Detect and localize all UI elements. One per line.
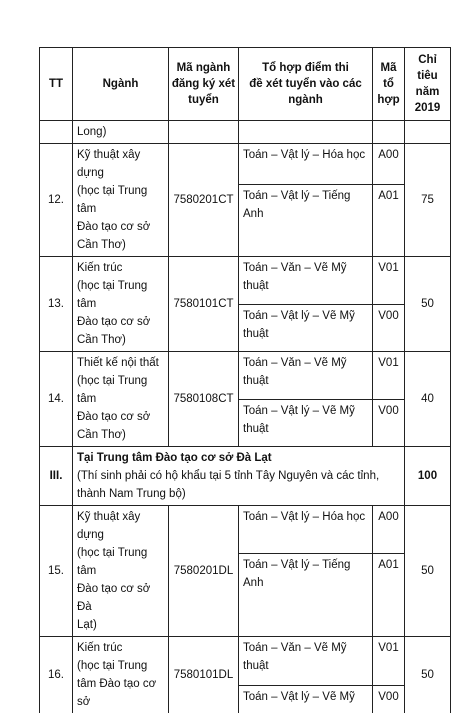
program-code: 7580101CT <box>169 257 239 352</box>
program-note-line: (học tại Trung <box>77 657 164 675</box>
combo-code: A00 <box>373 144 405 185</box>
program-code: 7580201CT <box>169 144 239 257</box>
combo-code: V01 <box>373 257 405 305</box>
continuation-text: Long) <box>73 121 169 144</box>
row-number: 13. <box>40 257 73 352</box>
program-note-line: Đào tạo cơ sở <box>77 313 164 331</box>
combo-text: Toán – Vật lý – Vẽ Mỹ <box>239 686 373 713</box>
combo-code: V01 <box>373 352 405 400</box>
table-row <box>40 352 451 400</box>
row-number: 14. <box>40 352 73 447</box>
program-code: 7580201DL <box>169 506 239 637</box>
header-row <box>40 48 451 121</box>
section-number: III. <box>40 447 73 506</box>
combo-code: V00 <box>373 304 405 352</box>
quota: 50 <box>405 257 451 352</box>
table-row <box>40 144 451 185</box>
combo-text: Toán – Vật lý – Hóa học <box>239 506 373 554</box>
program-name: Kiến trúc <box>77 259 164 277</box>
program-cell <box>73 637 169 713</box>
combo-text: Toán – Vật lý – Vẽ Mỹ thuật <box>239 304 373 352</box>
program-note-line: (học tại Trung tâm <box>77 277 164 313</box>
program-note-line: Cần Thơ) <box>77 236 164 254</box>
combo-text: Toán – Văn – Vẽ Mỹ thuật <box>239 637 373 686</box>
row-number: 12. <box>40 144 73 257</box>
header-to-hop <box>239 48 373 121</box>
table-row <box>40 637 451 686</box>
header-tt: TT <box>40 48 73 121</box>
combo-code: V00 <box>373 399 405 447</box>
program-note-line: Lạt) <box>77 616 164 634</box>
program-note-line: Cần Thơ) <box>77 426 164 444</box>
combo-text: Toán – Vật lý – Vẽ Mỹ thuật <box>239 399 373 447</box>
program-name: Kỹ thuật xây dựng <box>77 508 164 544</box>
program-name: Kiến trúc <box>77 639 164 657</box>
program-note-line: (học tại Trung tâm <box>77 182 164 218</box>
program-note-line: Đào tạo cơ sở Đà <box>77 580 164 616</box>
program-code: 7580101DL <box>169 637 239 713</box>
program-note-line: Đào tạo cơ sở <box>77 408 164 426</box>
table-row <box>40 257 451 305</box>
section-note: (Thí sinh phải có hộ khẩu tại 5 tỉnh Tây Nguyên và các tỉnh, thành Nam Trung bộ) <box>77 467 400 503</box>
combo-code: A00 <box>373 506 405 554</box>
program-name: Kỹ thuật xây dựng <box>77 146 164 182</box>
header-ma-to-hop: Mã tổ hợp <box>373 48 405 121</box>
combo-text: Toán – Vật lý – Hóa học <box>239 144 373 185</box>
header-to-hop-line1: Tổ hợp điểm thi <box>241 60 370 76</box>
program-cell <box>73 257 169 352</box>
program-note-line: (học tại Trung tâm <box>77 544 164 580</box>
combo-code: A01 <box>373 553 405 636</box>
program-cell <box>73 352 169 447</box>
quota: 50 <box>405 506 451 637</box>
continuation-row <box>40 121 451 144</box>
header-to-hop-line2: đề xét tuyển vào các ngành <box>241 76 370 108</box>
row-number: 16. <box>40 637 73 713</box>
header-ma-nganh: Mã ngành đăng ký xét tuyển <box>169 48 239 121</box>
header-chi-tieu: Chỉ tiêu năm 2019 <box>405 48 451 121</box>
combo-text: Toán – Văn – Vẽ Mỹ thuật <box>239 352 373 400</box>
program-code: 7580108CT <box>169 352 239 447</box>
combo-text: Toán – Văn – Vẽ Mỹ thuật <box>239 257 373 305</box>
admission-table <box>39 47 451 713</box>
program-note-line: Cần Thơ) <box>77 331 164 349</box>
section-title: Tại Trung tâm Đào tạo cơ sở Đà Lạt <box>77 449 400 467</box>
combo-text: Toán – Vật lý – Tiếng Anh <box>239 185 373 257</box>
combo-text: Toán – Vật lý – Tiếng Anh <box>239 553 373 636</box>
program-note-line: tâm Đào tạo cơ sở <box>77 675 164 711</box>
program-cell <box>73 144 169 257</box>
quota: 40 <box>405 352 451 447</box>
section-cell <box>73 447 405 506</box>
header-nganh: Ngành <box>73 48 169 121</box>
section-quota: 100 <box>405 447 451 506</box>
row-number: 15. <box>40 506 73 637</box>
combo-code: A01 <box>373 185 405 257</box>
program-note-line: (học tại Trung tâm <box>77 372 164 408</box>
program-note-line: Đào tạo cơ sở <box>77 218 164 236</box>
section-row <box>40 447 451 506</box>
program-name: Thiết kế nội thất <box>77 354 164 372</box>
quota: 75 <box>405 144 451 257</box>
quota: 50 <box>405 637 451 713</box>
program-cell <box>73 506 169 637</box>
combo-code: V01 <box>373 637 405 686</box>
combo-code: V00 <box>373 686 405 713</box>
table-row <box>40 506 451 554</box>
